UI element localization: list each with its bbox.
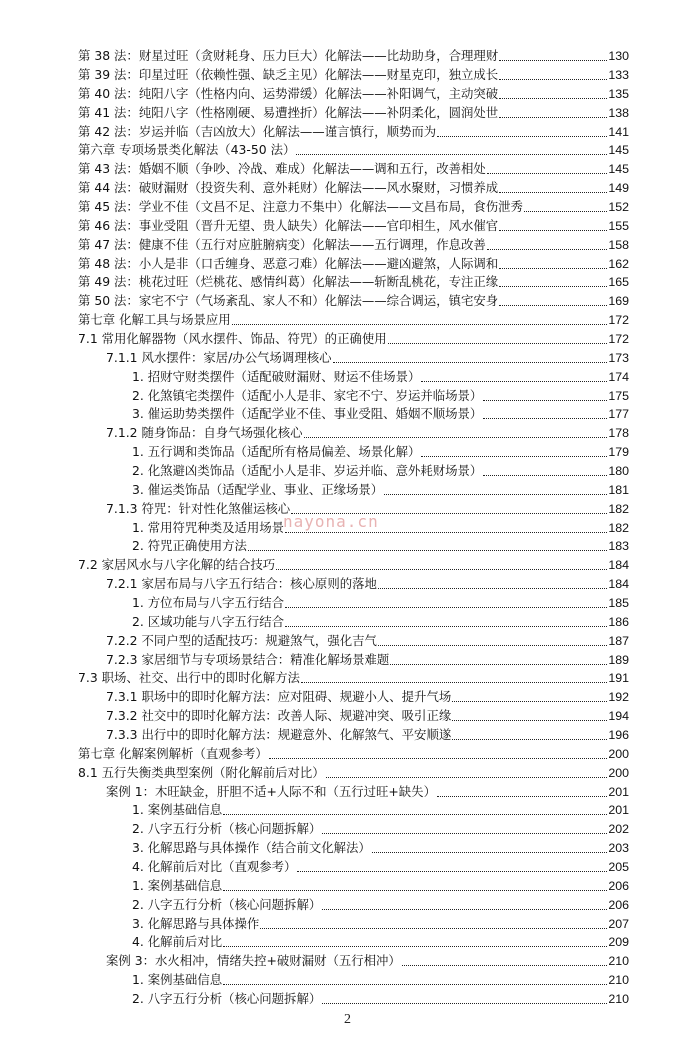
toc-entry-title: 7.3.1 职场中的即时化解方法：应对阻碍、规避小人、提升气场 bbox=[106, 689, 452, 704]
toc-entry[interactable] bbox=[78, 66, 629, 84]
toc-entry-title: 7.1.3 符咒：针对性化煞催运核心 bbox=[106, 501, 291, 516]
toc-entry-title: 3. 催运助势类摆件（适配学业不佳、事业受阻、婚姻不顺场景） bbox=[132, 406, 483, 421]
toc-entry-page: 194 bbox=[608, 709, 629, 723]
toc-subsection[interactable] bbox=[106, 707, 629, 725]
toc-item[interactable] bbox=[132, 368, 629, 386]
toc-entry[interactable] bbox=[78, 292, 629, 310]
dot-leader bbox=[390, 664, 607, 665]
dot-leader bbox=[499, 192, 607, 193]
toc-item[interactable] bbox=[132, 519, 629, 537]
toc-entry-title: 2. 八字五行分析（核心问题拆解） bbox=[132, 991, 322, 1006]
dot-leader bbox=[301, 682, 607, 683]
toc-entry-page: 189 bbox=[608, 653, 629, 667]
toc-subsection[interactable] bbox=[106, 726, 629, 744]
toc-entry-page: 145 bbox=[608, 162, 629, 176]
toc-entry[interactable] bbox=[78, 104, 629, 122]
toc-item[interactable] bbox=[132, 443, 629, 461]
dot-leader bbox=[499, 79, 607, 80]
toc-entry-page: 186 bbox=[608, 615, 629, 629]
toc-entry-page: 210 bbox=[608, 973, 629, 987]
toc-item[interactable] bbox=[132, 990, 629, 1008]
toc-section[interactable] bbox=[78, 556, 629, 574]
toc-entry-page: 175 bbox=[608, 389, 629, 403]
toc-entry-title: 7.3.3 出行中的即时化解方法：规避意外、化解煞气、平安顺遂 bbox=[106, 727, 452, 742]
dot-leader bbox=[326, 777, 608, 778]
toc-entry[interactable] bbox=[78, 160, 629, 178]
toc-entry-title: 7.2.3 家居细节与专项场景结合：精准化解场景难题 bbox=[106, 652, 390, 667]
dot-leader bbox=[499, 268, 607, 269]
toc-entry-page: 180 bbox=[608, 464, 629, 478]
toc-entry-page: 187 bbox=[608, 634, 629, 648]
toc-entry-page: 210 bbox=[608, 992, 629, 1006]
toc-item[interactable] bbox=[132, 537, 629, 555]
toc-entry-title: 4. 化解前后对比 bbox=[132, 934, 223, 949]
toc-item[interactable] bbox=[132, 481, 629, 499]
toc-entry-title: 2. 八字五行分析（核心问题拆解） bbox=[132, 821, 322, 836]
toc-entry-page: 182 bbox=[608, 521, 629, 535]
toc-entry-page: 177 bbox=[608, 407, 629, 421]
dot-leader bbox=[384, 494, 607, 495]
toc-entry-page: 165 bbox=[608, 275, 629, 289]
toc-subsection[interactable] bbox=[106, 632, 629, 650]
toc-entry-page: 183 bbox=[608, 539, 629, 553]
toc-entry-page: 200 bbox=[608, 747, 629, 761]
dot-leader bbox=[452, 701, 607, 702]
dot-leader bbox=[378, 645, 607, 646]
toc-entry-title: 7.2 家居风水与八字化解的结合技巧 bbox=[78, 557, 276, 572]
toc-item[interactable] bbox=[132, 896, 629, 914]
dot-leader bbox=[388, 343, 608, 344]
dot-leader bbox=[333, 362, 608, 363]
toc-entry-title: 7.1 常用化解器物（风水摆件、饰品、符咒）的正确使用 bbox=[78, 331, 387, 346]
dot-leader bbox=[276, 569, 607, 570]
dot-leader bbox=[483, 418, 607, 419]
toc-entry-title: 7.3.2 社交中的即时化解方法：改善人际、规避冲突、吸引正缘 bbox=[106, 708, 452, 723]
toc-entry-title: 3. 化解思路与具体操作 bbox=[132, 916, 260, 931]
dot-leader bbox=[378, 588, 607, 589]
toc-entry-page: 207 bbox=[608, 917, 629, 931]
dot-leader bbox=[223, 890, 607, 891]
toc-entry-title: 2. 符咒正确使用方法 bbox=[132, 538, 247, 553]
dot-leader bbox=[499, 305, 607, 306]
dot-leader bbox=[304, 437, 608, 438]
dot-leader bbox=[487, 249, 608, 250]
toc-entry-page: 152 bbox=[608, 200, 629, 214]
toc-entry-title: 7.1.1 风水摆件：家居/办公气场调理核心 bbox=[106, 350, 332, 365]
toc-entry-page: 141 bbox=[608, 125, 629, 139]
toc-entry-title: 3. 催运类饰品（适配学业、事业、正缘场景） bbox=[132, 482, 384, 497]
toc-item[interactable] bbox=[132, 387, 629, 405]
toc-entry[interactable] bbox=[78, 236, 629, 254]
toc-entry-page: 184 bbox=[608, 577, 629, 591]
toc-item[interactable] bbox=[132, 915, 629, 933]
dot-leader bbox=[437, 796, 607, 797]
dot-leader bbox=[260, 928, 607, 929]
toc-entry-title: 2. 区域功能与八字五行结合 bbox=[132, 614, 285, 629]
toc-entry-title: 案例 1：木旺缺金，肝胆不适+人际不和（五行过旺+缺失） bbox=[106, 784, 436, 799]
dot-leader bbox=[421, 456, 607, 457]
toc-entry-title: 1. 案例基础信息 bbox=[132, 802, 223, 817]
toc-entry-page: 173 bbox=[608, 351, 629, 365]
toc-entry-title: 第 47 法：健康不佳（五行对应脏腑病变）化解法——五行调理，作息改善 bbox=[78, 237, 486, 252]
toc-subsection[interactable] bbox=[106, 688, 629, 706]
toc-item[interactable] bbox=[132, 933, 629, 951]
dot-leader bbox=[499, 60, 607, 61]
toc-entry[interactable] bbox=[78, 255, 629, 273]
dot-leader bbox=[322, 833, 607, 834]
toc-entry-page: 138 bbox=[608, 106, 629, 120]
toc-entry-title: 3. 化解思路与具体操作（结合前文化解法） bbox=[132, 840, 371, 855]
toc-section[interactable] bbox=[78, 764, 629, 782]
toc-entry-page: 206 bbox=[608, 879, 629, 893]
toc-entry-page: 205 bbox=[608, 860, 629, 874]
toc-entry-title: 第 43 法：婚姻不顺（争吵、冷战、难成）化解法——调和五行，改善相处 bbox=[78, 161, 486, 176]
toc-entry-page: 178 bbox=[608, 426, 629, 440]
toc-entry-page: 158 bbox=[608, 238, 629, 252]
toc-subsection[interactable] bbox=[106, 651, 629, 669]
toc-entry-page: 201 bbox=[608, 785, 629, 799]
toc-entry-title: 第七章 化解工具与场景应用 bbox=[78, 312, 231, 327]
toc-chapter[interactable] bbox=[78, 141, 629, 159]
toc-item[interactable] bbox=[132, 613, 629, 631]
page-number: 2 bbox=[344, 1012, 351, 1027]
toc-entry-title: 1. 方位布局与八字五行结合 bbox=[132, 595, 285, 610]
toc-entry-title: 2. 八字五行分析（核心问题拆解） bbox=[132, 897, 322, 912]
dot-leader bbox=[285, 626, 607, 627]
toc-chapter[interactable] bbox=[78, 311, 629, 329]
toc-entry-title: 案例 3：水火相冲，情绪失控+破财漏财（五行相冲） bbox=[106, 953, 401, 968]
dot-leader bbox=[296, 154, 607, 155]
toc-item[interactable] bbox=[132, 801, 629, 819]
dot-leader bbox=[269, 758, 608, 759]
toc-entry-page: 203 bbox=[608, 841, 629, 855]
toc-entry[interactable] bbox=[78, 273, 629, 291]
dot-leader bbox=[297, 871, 607, 872]
dot-leader bbox=[285, 607, 607, 608]
dot-leader bbox=[223, 814, 607, 815]
toc-item[interactable] bbox=[132, 839, 629, 857]
toc-entry-page: 209 bbox=[608, 935, 629, 949]
toc-item[interactable] bbox=[132, 877, 629, 895]
toc-entry-page: 201 bbox=[608, 803, 629, 817]
dot-leader bbox=[483, 475, 607, 476]
toc-entry-page: 149 bbox=[608, 181, 629, 195]
dot-leader bbox=[437, 136, 607, 137]
toc-item[interactable] bbox=[132, 462, 629, 480]
toc-entry-page: 200 bbox=[608, 766, 629, 780]
toc-entry-title: 1. 常用符咒种类及适用场景 bbox=[132, 520, 285, 535]
toc-subsection[interactable] bbox=[106, 783, 629, 801]
toc-subsection[interactable] bbox=[106, 575, 629, 593]
dot-leader bbox=[452, 720, 607, 721]
toc-entry[interactable] bbox=[78, 198, 629, 216]
dot-leader bbox=[487, 173, 608, 174]
toc-item[interactable] bbox=[132, 858, 629, 876]
toc-entry-page: 169 bbox=[608, 294, 629, 308]
toc-entry-title: 第 38 法：财星过旺（贪财耗身、压力巨大）化解法——比劫助身，合理理财 bbox=[78, 48, 499, 63]
toc-subsection[interactable] bbox=[106, 952, 629, 970]
toc-entry-title: 7.3 职场、社交、出行中的即时化解方法 bbox=[78, 670, 300, 685]
toc-subsection[interactable] bbox=[106, 349, 629, 367]
toc-chapter[interactable] bbox=[78, 745, 629, 763]
toc-item[interactable] bbox=[132, 594, 629, 612]
toc-entry-page: 179 bbox=[608, 445, 629, 459]
dot-leader bbox=[285, 532, 607, 533]
dot-leader bbox=[402, 965, 608, 966]
toc-entry-title: 第 50 法：家宅不宁（气场紊乱、家人不和）化解法——综合调运，镇宅安身 bbox=[78, 293, 499, 308]
toc-subsection[interactable] bbox=[106, 424, 629, 442]
toc-item[interactable] bbox=[132, 820, 629, 838]
toc-entry-title: 第六章 专项场景类化解法（43-50 法） bbox=[78, 142, 296, 157]
toc-entry[interactable] bbox=[78, 123, 629, 141]
toc-entry-page: 184 bbox=[608, 558, 629, 572]
toc-entry-page: 162 bbox=[608, 257, 629, 271]
toc-entry-title: 2. 化煞镇宅类摆件（适配小人是非、家宅不宁、岁运并临场景） bbox=[132, 388, 483, 403]
toc-entry[interactable] bbox=[78, 47, 629, 65]
dot-leader bbox=[499, 286, 607, 287]
toc-entry-page: 133 bbox=[608, 68, 629, 82]
toc-section[interactable] bbox=[78, 669, 629, 687]
toc-entry-page: 206 bbox=[608, 898, 629, 912]
toc-entry-page: 172 bbox=[608, 313, 629, 327]
toc-item[interactable] bbox=[132, 971, 629, 989]
toc-entry-page: 181 bbox=[608, 483, 629, 497]
toc-entry-page: 191 bbox=[608, 671, 629, 685]
toc-entry-title: 1. 案例基础信息 bbox=[132, 972, 223, 987]
toc-entry-title: 第 45 法：学业不佳（文昌不足、注意力不集中）化解法——文昌布局，食伤泄秀 bbox=[78, 199, 523, 214]
dot-leader bbox=[421, 381, 607, 382]
toc-entry-title: 2. 化煞避凶类饰品（适配小人是非、岁运并临、意外耗财场景） bbox=[132, 463, 483, 478]
dot-leader bbox=[248, 550, 607, 551]
toc-entry[interactable] bbox=[78, 85, 629, 103]
toc-entry-page: 135 bbox=[608, 87, 629, 101]
toc-entry-page: 192 bbox=[608, 690, 629, 704]
toc-entry-page: 182 bbox=[608, 502, 629, 516]
toc-entry-title: 第 42 法：岁运并临（吉凶放大）化解法——谨言慎行，顺势而为 bbox=[78, 124, 437, 139]
toc-entry-title: 7.2.1 家居布局与八字五行结合：核心原则的落地 bbox=[106, 576, 377, 591]
toc-entry-title: 第 48 法：小人是非（口舌缠身、恶意刁难）化解法——避凶避煞，人际调和 bbox=[78, 256, 499, 271]
toc-entry-title: 第七章 化解案例解析（直观参考） bbox=[78, 746, 268, 761]
dot-leader bbox=[483, 400, 607, 401]
toc-entry-page: 196 bbox=[608, 728, 629, 742]
toc-entry-title: 第 39 法：印星过旺（依赖性强、缺乏主见）化解法——财星克印，独立成长 bbox=[78, 67, 499, 82]
toc-entry-page: 130 bbox=[608, 49, 629, 63]
toc-entry-title: 第 44 法：破财漏财（投资失利、意外耗财）化解法——风水聚财，习惯养成 bbox=[78, 180, 499, 195]
watermark-text: nayona.cn bbox=[283, 512, 379, 531]
toc-entry-title: 第 40 法：纯阳八字（性格内向、运势滞缓）化解法——补阳调气，主动突破 bbox=[78, 86, 499, 101]
dot-leader bbox=[499, 98, 607, 99]
toc-entry-title: 7.1.2 随身饰品：自身气场强化核心 bbox=[106, 425, 303, 440]
toc-entry-title: 第 46 法：事业受阻（晋升无望、贵人缺失）化解法——官印相生，风水催官 bbox=[78, 218, 499, 233]
toc-item[interactable] bbox=[132, 405, 629, 423]
dot-leader bbox=[499, 117, 607, 118]
dot-leader bbox=[322, 909, 607, 910]
dot-leader bbox=[499, 230, 607, 231]
toc-entry-page: 185 bbox=[608, 596, 629, 610]
toc-entry-title: 7.2.2 不同户型的适配技巧：规避煞气，强化吉气 bbox=[106, 633, 377, 648]
dot-leader bbox=[223, 946, 607, 947]
toc-entry-title: 1. 五行调和类饰品（适配所有格局偏差、场景化解） bbox=[132, 444, 421, 459]
dot-leader bbox=[524, 211, 607, 212]
toc-entry[interactable] bbox=[78, 217, 629, 235]
dot-leader bbox=[223, 984, 607, 985]
toc-entry-title: 第 49 法：桃花过旺（烂桃花、感情纠葛）化解法——斩断乱桃花，专注正缘 bbox=[78, 274, 499, 289]
toc-entry-title: 第 41 法：纯阳八字（性格刚硬、易遭挫折）化解法——补阴柔化，圆润处世 bbox=[78, 105, 499, 120]
toc-entry-title: 8.1 五行失衡类典型案例（附化解前后对比） bbox=[78, 765, 325, 780]
dot-leader bbox=[232, 324, 608, 325]
dot-leader bbox=[372, 852, 608, 853]
toc-entry-page: 210 bbox=[608, 954, 629, 968]
toc-entry-page: 155 bbox=[608, 219, 629, 233]
toc-entry[interactable] bbox=[78, 179, 629, 197]
toc-entry-title: 1. 招财守财类摆件（适配破财漏财、财运不佳场景） bbox=[132, 369, 421, 384]
toc-entry-page: 174 bbox=[608, 370, 629, 384]
dot-leader bbox=[322, 1003, 607, 1004]
dot-leader bbox=[452, 739, 607, 740]
toc-entry-title: 4. 化解前后对比（直观参考） bbox=[132, 859, 297, 874]
toc-section[interactable] bbox=[78, 330, 629, 348]
toc-entry-page: 172 bbox=[608, 332, 629, 346]
toc-entry-page: 202 bbox=[608, 822, 629, 836]
toc-entry-page: 145 bbox=[608, 143, 629, 157]
toc-entry-title: 1. 案例基础信息 bbox=[132, 878, 223, 893]
